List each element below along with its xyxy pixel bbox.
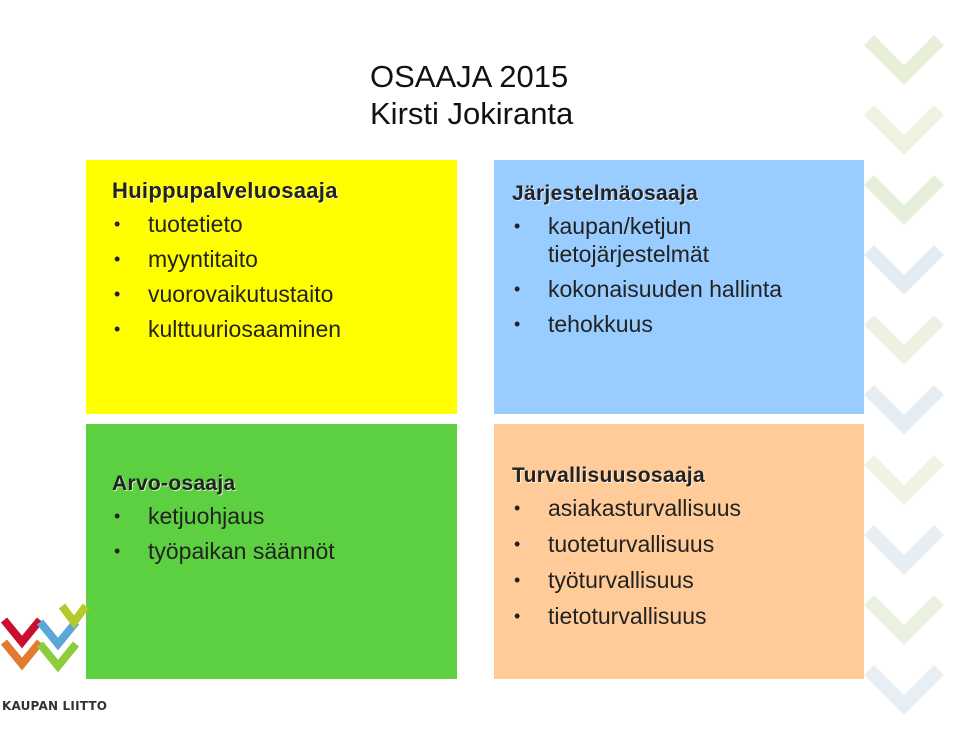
box-jarjestelmaosaaja [494, 160, 864, 414]
box-heading: Järjestelmäosaaja [512, 182, 699, 205]
list-item-line: • kaupan/ketjun [548, 213, 692, 239]
bullet-list [112, 210, 439, 343]
box-heading: Arvo-osaaja [112, 472, 236, 495]
author-name: Kirsti Jokiranta [370, 96, 574, 131]
list-item: • tuotetieto [112, 210, 439, 238]
list-item: • asiakasturvallisuus [512, 494, 846, 522]
decorative-chevron-pattern [849, 0, 959, 739]
title-block [370, 58, 573, 132]
list-item: • kulttuuriosaaminen [112, 315, 439, 343]
logo-text: KAUPAN LIITTO [2, 699, 108, 713]
list-item: • tuoteturvallisuus [512, 530, 846, 558]
box-arvo-osaaja [86, 424, 457, 679]
box-heading: Huippupalveluosaaja [112, 178, 338, 203]
box-heading: Turvallisuusosaaja [512, 464, 705, 487]
list-item: • kokonaisuuden hallinta [512, 275, 846, 303]
page-title: OSAAJA 2015 [370, 59, 569, 94]
list-item: • vuorovaikutustaito [112, 280, 439, 308]
bullet-list [512, 494, 846, 630]
list-item: • ketjuohjaus [112, 502, 439, 530]
list-item: • tehokkuus [512, 310, 846, 338]
box-turvallisuusosaaja [494, 424, 864, 679]
list-item: • työpaikan säännöt [112, 537, 439, 565]
list-item: • tietoturvallisuus [512, 602, 846, 630]
box-huippupalveluosaaja [86, 160, 457, 414]
bullet-list [112, 502, 439, 565]
list-item: • työturvallisuus [512, 566, 846, 594]
list-item-line: tietojärjestelmät [548, 241, 710, 267]
bullet-list [512, 212, 846, 338]
list-item [512, 212, 846, 268]
list-item: • myyntitaito [112, 245, 439, 273]
